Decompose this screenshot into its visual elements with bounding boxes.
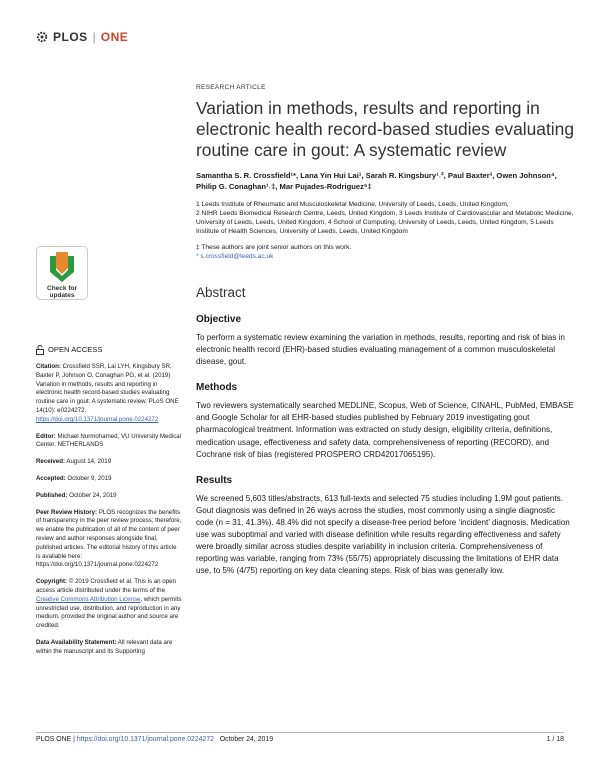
- copyright-label: Copyright:: [36, 578, 68, 586]
- copyright-text-2: , which permits unrestricted use, distribution, and reproduction in any medium, provided the original author and source are credited.: [36, 595, 182, 630]
- data-availability-block: [36, 639, 182, 657]
- copyright-text-1: © 2019 Crossfield et al. This is an open access article distributed under the terms of the: [36, 578, 176, 594]
- footer-doi-link[interactable]: https://doi.org/10.1371/journal.pone.0224272: [76, 736, 215, 743]
- peer-review-text: PLOS recognizes the benefits of transparency in the peer review process; therefore, we enable the publication of all of the content of peer review and author responses alongside final, published articles. The editorial history of this article is available here:: [36, 508, 182, 560]
- affiliation-1: 1 Leeds Institute of Rheumatic and Musculoskeletal Medicine, University of Leeds, Leeds, United Kingdom,: [196, 201, 509, 208]
- license-link[interactable]: Creative Commons Attribution License: [36, 595, 141, 603]
- check-for-updates-icon: [36, 246, 88, 300]
- joint-author-note: ‡ These authors are joint senior authors on this work.: [196, 244, 352, 251]
- received-date: August 14, 2019: [66, 458, 112, 466]
- methods-heading: Methods: [196, 382, 238, 394]
- logo-plos: PLOS: [53, 30, 88, 44]
- affiliations: [196, 200, 574, 236]
- data-availability-text: All relevant data are within the manuscript and its Supporting: [36, 638, 173, 655]
- article-title: Variation in methods, results and reporting in electronic health record-based studies evaluating routine care in gout: A systematic review: [196, 98, 574, 160]
- published-block: [36, 492, 182, 501]
- article-sidebar: [36, 345, 182, 665]
- accepted-block: [36, 475, 182, 484]
- citation-text: Crossfield SSR, Lai LYH, Kingsbury SR, Baxter P, Johnson O, Conaghan PG, et al. (2019) Variation in methods, results and reporting in electronic health record-based studies evaluating routine care in gout: A systematic review. PLoS ONE 14(10): e0224272.: [36, 363, 179, 414]
- author-list: Samantha S. R. Crossfield¹*, Lana Yin Hui Lai¹, Sarah R. Kingsbury¹˒², Paul Baxter³, Owen Johnson⁴, Philip G. Conaghan¹˒‡, Mar Pujades-Rodriguez⁵‡: [196, 171, 557, 191]
- footer-sep: |: [71, 736, 77, 743]
- citation-block: [36, 363, 182, 425]
- footer-date: October 24, 2019: [219, 736, 274, 743]
- accepted-label: Accepted:: [36, 474, 66, 482]
- accepted-date: October 9, 2019: [67, 474, 112, 482]
- journal-logo: [36, 30, 128, 44]
- received-block: [36, 458, 182, 467]
- logo-one: ONE: [100, 30, 129, 44]
- plos-gear-icon: [36, 31, 48, 43]
- logo-divider: |: [92, 30, 96, 44]
- citation-doi-link[interactable]: https://doi.org/10.1371/journal.pone.0224272: [36, 415, 159, 423]
- published-label: Published:: [36, 491, 68, 499]
- footer-page-number: 1 / 18: [546, 736, 564, 743]
- check-for-updates-badge[interactable]: [36, 246, 88, 300]
- email-link[interactable]: * s.crossfield@leeds.ac.uk: [196, 253, 274, 260]
- results-heading: Results: [196, 474, 233, 486]
- methods-text: Two reviewers systematically searched MEDLINE, Scopus, Web of Science, CINAHL, PubMed, EMBASE and Google Scholar for all EHR-based studies published by February 2019 investigating gout pharmacological treatment. Information was extracted on study design, eligibility criteria, definitions, medication usage, effectiveness and safety data, comprehensiveness of reporting (RECORD), and Cochrane risk of bias (registered PROSPERO CRD42017065195).: [196, 401, 574, 459]
- page-footer: [36, 732, 564, 743]
- copyright-block: [36, 578, 182, 631]
- editor-block: [36, 433, 182, 451]
- footer-left: [36, 736, 273, 743]
- abstract-heading: Abstract: [196, 285, 246, 300]
- author-notes: [196, 243, 574, 261]
- received-label: Received:: [36, 458, 66, 466]
- peer-review-label: Peer Review History:: [36, 508, 98, 516]
- citation-label: Citation:: [36, 363, 61, 370]
- objective-text: To perform a systematic review examining the variation in methods, results, reporting and risk of bias in electronic health record (EHR)-based studies evaluating management of a common musculoskeletal disease, gout.: [196, 333, 565, 367]
- article-main: [196, 84, 574, 577]
- affiliation-2: 2 NIHR Leeds Biomedical Research Centre, Leeds, United Kingdom, 3 Leeds Institute of Cardiovascular and Metabolic Medicine, University of Leeds, Leeds, United Kingdom, 4 School of Computing, University of Leeds, Leeds, United Kingdom, 5 Leeds Institute of Health Sciences, University of Leeds, Leeds, United Kingdom: [196, 210, 574, 235]
- editor-label: Editor:: [36, 432, 56, 440]
- article-type: RESEARCH ARTICLE: [196, 84, 266, 91]
- data-availability-label: Data Availability Statement:: [36, 638, 117, 646]
- peer-review-block: [36, 509, 182, 571]
- editor-text: Michael Nurmohamed, VU University Medical Center, NETHERLANDS: [36, 432, 182, 449]
- results-text: We screened 5,603 titles/abstracts, 613 full-texts and selected 75 studies including 1.9M gout patients. Gout diagnosis was defined in 26 ways across the studies, most commonly using a single diagnostic code (n = 31, 41.3%). 48.4% did not specify a disease-free period before ‘incident’ diagnosis. Medication use was suboptimal and varied with disease definition while results regarding effectiveness and safety were broadly similar across studies despite variability in inclusion criteria. Comprehensiveness of reporting was variable, ranging from 73% (55/75) appropriately discussing the limitations of EHR data use, to 5% (4/75) reporting on key data cleaning steps. Risk of bias was generally low.: [196, 493, 570, 576]
- check-label-2: updates: [49, 292, 75, 299]
- footer-journal: PLOS ONE: [36, 736, 72, 743]
- check-label-1: Check for: [47, 285, 77, 292]
- peer-review-link[interactable]: https://doi.org/10.1371/journal.pone.0224272: [36, 561, 159, 569]
- corresponding-email[interactable]: [196, 252, 574, 261]
- published-date: October 24, 2019: [69, 491, 117, 499]
- open-access-line: [36, 345, 182, 355]
- open-lock-icon: [36, 345, 44, 355]
- objective-heading: Objective: [196, 314, 242, 325]
- open-access-label: OPEN ACCESS: [48, 344, 103, 354]
